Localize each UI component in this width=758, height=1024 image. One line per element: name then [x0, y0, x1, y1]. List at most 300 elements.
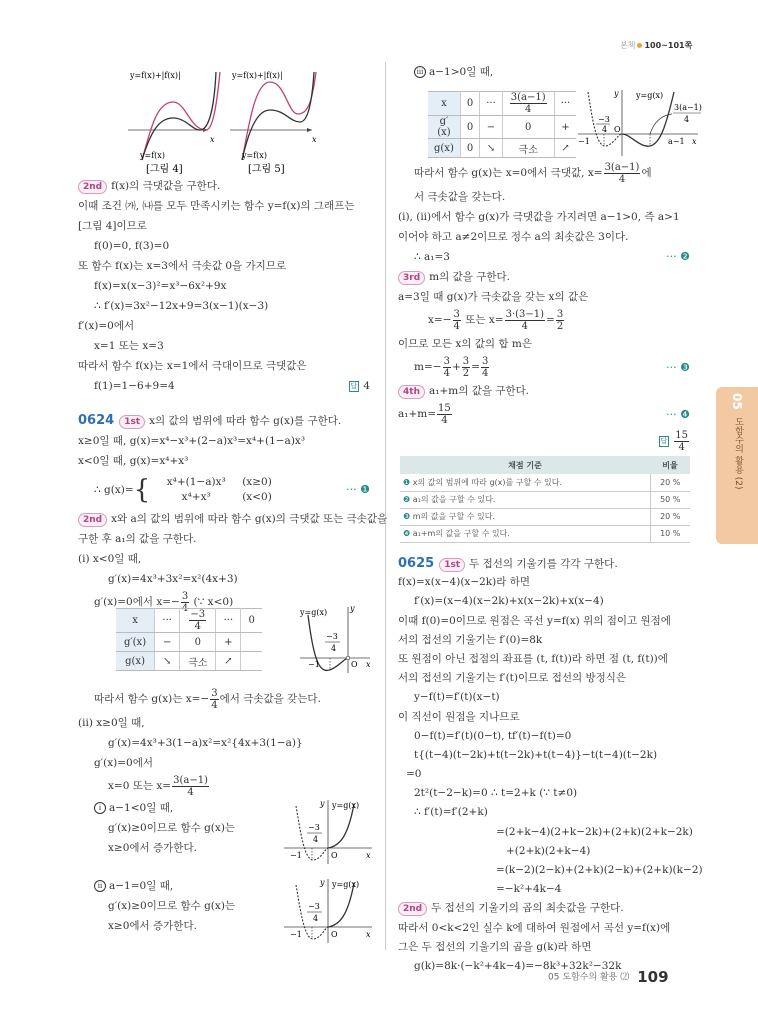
text-line — [398, 307, 690, 334]
table-cell — [554, 92, 576, 116]
text-line — [398, 554, 690, 573]
fraction — [443, 356, 451, 379]
x-axis-label: x — [366, 660, 371, 669]
step-marker: ❹ — [403, 529, 413, 538]
math-text: 따라서 함수 g(x)는 x=0에서 극댓값, x= — [414, 167, 603, 179]
fraction — [505, 309, 545, 332]
text-line — [78, 411, 370, 431]
text-line — [398, 160, 690, 187]
graph-label: y=g(x) — [300, 608, 328, 617]
text-line — [78, 713, 370, 733]
math-text: 따라서 함수 f(x)는 x=1에서 극대이므로 극댓값은 — [78, 360, 307, 372]
table-cell — [155, 652, 180, 671]
rubric-row — [400, 508, 690, 525]
table-row — [116, 609, 262, 633]
denominator: 4 — [618, 173, 626, 185]
table-cell — [428, 92, 460, 116]
text-line — [398, 919, 690, 938]
text-line — [398, 227, 690, 247]
step-marker: ❸ — [403, 512, 413, 521]
rubric-criteria — [400, 508, 650, 525]
table-cell — [460, 116, 479, 139]
case-cond: (x<0) — [242, 491, 272, 503]
step-badge: 1st — [439, 558, 465, 572]
answer-icon: 답 — [350, 381, 358, 390]
table-cell — [428, 139, 460, 158]
text-line — [398, 592, 690, 611]
tick-label: 4 — [313, 835, 319, 844]
math-text: f(x)의 극댓값을 구한다. — [111, 180, 221, 192]
math-text: g′(x)=0에서 — [94, 757, 153, 769]
x-axis-label: x — [312, 135, 317, 144]
math-text: a−1<0일 때, — [109, 802, 174, 814]
table-cell — [180, 633, 216, 652]
table-cell — [180, 652, 216, 671]
x-axis-label: x — [366, 930, 371, 939]
math-text: f(0)=0, f(3)=0 — [94, 240, 170, 252]
rubric-row — [400, 474, 690, 491]
table-cell — [116, 652, 155, 671]
math-text: 그은 두 접선의 기울기의 곱을 g(k)라 하면 — [398, 940, 592, 953]
table-cell — [216, 609, 241, 633]
math-text: (∵ x<0) — [190, 596, 234, 608]
case-number: ⅲ — [414, 66, 426, 78]
text-line — [78, 529, 370, 549]
table-cell — [502, 139, 554, 158]
math-text: y−f(t)=f′(t)(x−t) — [414, 691, 500, 704]
tick-label: −3 — [598, 115, 610, 124]
math-text: 0 — [466, 121, 474, 133]
math-text: ∴ f′(t)=f′(2+k) — [414, 806, 488, 819]
figure-caption: [그림 5] — [248, 164, 285, 174]
math-text: x=1 또는 x=3 — [94, 340, 164, 352]
math-text: f(x)=x(x−3)²=x³−6x²+9x — [94, 280, 227, 292]
math-text: t{(t−4)(t−2k)+t(t−2k)+t(t−4)}−t(t−4)(t−2k) — [414, 748, 658, 761]
graph-label: y=g(x) — [636, 91, 664, 100]
step-badge: 3rd — [398, 271, 425, 285]
criteria-text: a₁의 값을 구할 수 있다. — [412, 495, 496, 504]
rubric-row — [400, 525, 690, 542]
origin-label: O — [331, 851, 338, 860]
rubric-criteria — [400, 474, 650, 491]
table-row — [116, 633, 262, 652]
table-cell — [155, 633, 180, 652]
text-line — [398, 247, 690, 267]
math-text: (ii) x≥0일 때, — [78, 717, 145, 729]
text-line — [78, 451, 370, 471]
table-row — [428, 139, 576, 158]
table-cell — [241, 609, 262, 633]
y-axis-label: y — [350, 604, 355, 613]
text-line — [398, 381, 690, 401]
origin-label: O — [351, 660, 358, 669]
text-line — [398, 287, 690, 307]
numerator: 3 — [443, 355, 450, 367]
table-row — [428, 116, 576, 139]
math-text: a₁+m= — [398, 408, 437, 420]
math-text: g′(x) — [123, 636, 147, 648]
problem-number: 0624 — [78, 413, 115, 428]
curve-label: y=f(x) — [140, 151, 165, 160]
rubric-ratio: 10 % — [650, 525, 690, 542]
step-badge: 2nd — [78, 513, 107, 527]
text-line — [398, 746, 690, 765]
text-line — [398, 708, 690, 727]
text-line — [78, 376, 370, 396]
chapter-title: 도함수의 활용 (2) — [733, 417, 743, 490]
math-text: g(x) — [434, 142, 454, 154]
table-cell — [460, 92, 479, 116]
answer — [349, 376, 370, 396]
table-cell — [216, 633, 241, 652]
fraction — [172, 775, 209, 798]
solution-0624-start — [78, 411, 388, 616]
fraction — [556, 309, 564, 332]
table-cell — [480, 139, 503, 158]
text-line — [78, 549, 370, 569]
table-cell — [502, 92, 554, 116]
math-text: 0 — [525, 121, 532, 133]
math-text: x≥0일 때, g(x)=x⁴−x³+(2−a)x³=x⁴+(1−a)x³ — [78, 435, 306, 447]
math-text: = — [546, 314, 555, 326]
origin-label: O — [614, 125, 621, 134]
text-line — [78, 256, 370, 276]
text-line — [398, 861, 703, 880]
math-text: x의 값의 범위에 따라 함수 g(x)를 구한다. — [149, 415, 342, 427]
rubric-ratio: 20 % — [650, 474, 690, 491]
text-line — [398, 899, 690, 918]
math-text: f(x)=x(x−4)(x−2k)라 하면 — [398, 576, 531, 589]
table-cell — [216, 652, 241, 671]
math-text: 이때 조건 ㈎, ㈏를 모두 만족시키는 함수 y=f(x)의 그래프는 — [78, 200, 355, 212]
denominator: 4 — [441, 414, 448, 426]
tick-label: 4 — [313, 914, 319, 923]
tick-label: −3 — [308, 823, 320, 832]
math-text: +(2+k)(2+k−4) — [506, 844, 591, 857]
numerator: 3 — [211, 687, 218, 699]
math-text: − — [162, 636, 172, 648]
math-text: [그림 4]이므로 — [78, 220, 147, 232]
text-line — [398, 631, 690, 650]
math-text: g′(x)=4x³+3(1−a)x²=x²{4x+3(1−a)} — [108, 737, 303, 749]
table-cell — [480, 116, 503, 139]
math-text: (i) x<0일 때, — [78, 553, 142, 565]
text-line — [398, 401, 690, 428]
table-cell — [554, 139, 576, 158]
sign-table-2 — [428, 91, 576, 158]
tick-label: −1 — [290, 930, 302, 939]
subcase-ii — [78, 876, 278, 936]
math-text: 에서 극솟값을 갖는다. — [219, 693, 321, 705]
curve-label: y=f(x)+|f(x)| — [130, 71, 181, 80]
denominator: 4 — [525, 104, 532, 115]
criteria-text: a₁+m의 값을 구할 수 있다. — [412, 529, 510, 538]
text-line — [398, 207, 690, 227]
fraction — [453, 309, 461, 332]
criteria-text: m의 값을 구할 수 있다. — [412, 512, 496, 521]
case-number: ⅱ — [94, 880, 106, 892]
case-expr: x⁴+(1−a)x³ — [166, 476, 226, 488]
tick-label: −1 — [578, 137, 590, 146]
numerator: 3(a−1) — [604, 161, 640, 173]
graph-label: y=g(x) — [332, 880, 360, 889]
solution-0624-case-ii — [78, 686, 370, 800]
fraction — [510, 92, 547, 115]
math-text: m=− — [414, 361, 442, 373]
rubric-ratio: 50 % — [650, 491, 690, 508]
table-cell — [180, 609, 216, 633]
math-text: ··· — [486, 98, 496, 109]
text-line — [398, 334, 690, 354]
numerator: 15 — [438, 402, 451, 414]
text-line — [398, 803, 690, 822]
text-line — [398, 765, 690, 784]
math-text: 서 극솟값을 갖는다. — [414, 191, 506, 203]
math-text: 또 원점이 아닌 접점의 좌표를 (t, f(t))라 하면 점 (t, f(t))에 — [398, 652, 668, 665]
text-line — [78, 471, 370, 509]
text-line — [78, 296, 370, 316]
math-text: = — [471, 361, 480, 373]
table-cell — [502, 116, 554, 139]
math-text: ··· — [223, 615, 234, 626]
text-line — [398, 669, 690, 688]
denominator: 2 — [462, 367, 470, 379]
rubric-header-ratio: 비율 — [650, 456, 690, 474]
fraction — [189, 609, 206, 632]
text-line — [78, 896, 278, 916]
figures-4-5 — [128, 62, 328, 177]
table-row — [116, 652, 262, 671]
figure-graphs — [128, 62, 328, 174]
page-footer — [548, 968, 669, 986]
piecewise-row — [150, 475, 272, 490]
math-text: g(x) — [125, 655, 145, 667]
math-text: g′(x) — [437, 116, 451, 138]
criteria-text: x의 값의 범위에 따라 g(x)를 구할 수 있다. — [412, 477, 563, 487]
subcase-iii — [398, 62, 690, 82]
math-text: x와 a의 값의 범위에 따라 함수 g(x)의 극댓값 또는 극솟값을 — [111, 513, 388, 525]
math-text: 이므로 모든 x의 값의 합 m은 — [398, 338, 532, 350]
curve-label: y=f(x) — [242, 151, 267, 160]
table-row — [428, 92, 576, 116]
text-line — [78, 196, 370, 216]
math-text: g′(x)=4x³+3x²=x²(4x+3) — [108, 573, 238, 585]
math-text: (i), (ii)에서 함수 g(x)가 극댓값을 가지려면 a−1>0, 즉 a>1 — [398, 211, 680, 223]
figure-5 — [230, 71, 317, 174]
math-text: 구한 후 a₁의 값을 구한다. — [78, 533, 197, 545]
denominator: 4 — [181, 602, 189, 614]
numerator: 3(a−1) — [510, 92, 546, 103]
table-cell — [155, 609, 180, 633]
graph-subcase-iii — [578, 86, 703, 161]
math-text: a=3일 때 g(x)가 극솟값을 갖는 x의 값은 — [398, 291, 589, 303]
numerator: 3 — [462, 355, 470, 367]
step-badge: 2nd — [78, 180, 107, 194]
graph-svg — [282, 877, 374, 945]
solution-0623-part — [78, 176, 370, 396]
fraction — [210, 688, 218, 711]
table-cell — [241, 652, 262, 671]
math-text: − — [486, 121, 496, 133]
math-text: g′(x)≥0이므로 함수 g(x)는 — [108, 900, 236, 912]
math-text: g′(x)≥0이므로 함수 g(x)는 — [108, 822, 236, 834]
numerator: −3 — [190, 609, 206, 620]
numerator: 3 — [181, 590, 189, 602]
y-axis-label: y — [320, 878, 325, 887]
text-line — [398, 428, 690, 455]
graph-svg — [282, 798, 374, 866]
tick-label: 4 — [684, 115, 690, 124]
text-line — [78, 431, 370, 451]
step-marker: ❶ — [403, 477, 413, 487]
text-line — [78, 876, 278, 896]
step-badge: 2nd — [398, 902, 427, 916]
text-line — [398, 880, 690, 899]
text-line — [78, 356, 370, 376]
table-cell — [428, 116, 460, 139]
math-text: x≥0에서 증가한다. — [108, 842, 197, 854]
graph-svg — [578, 86, 703, 158]
text-line — [398, 842, 690, 861]
tick-label: 4 — [602, 125, 608, 134]
math-text: 4 — [363, 380, 370, 392]
graph-subcase-ii — [282, 877, 374, 948]
tick-label: −1 — [308, 660, 320, 669]
math-text: + — [561, 121, 570, 133]
math-text: 따라서 0<k<2인 실수 k에 대하여 원점에서 곡선 y=f(x)에 — [398, 921, 671, 934]
tick-label: −1 — [290, 851, 302, 860]
table-cell — [554, 116, 576, 139]
math-text: + — [451, 361, 461, 373]
numerator: 3 — [453, 308, 460, 320]
math-text: 두 접선의 기울기를 각각 구한다. — [469, 558, 618, 570]
math-text: ··· — [560, 98, 571, 109]
denominator: 4 — [521, 320, 528, 332]
table-cell — [241, 633, 262, 652]
rubric-row — [400, 491, 690, 508]
math-text: 이 직선이 원점을 지나므로 — [398, 710, 520, 723]
math-text: 에 — [641, 167, 652, 179]
graph-label: y=g(x) — [332, 801, 360, 810]
solution-0625 — [398, 554, 703, 976]
math-text: 서의 접선의 기울기는 f′(t)이므로 접선의 방정식은 — [398, 672, 627, 685]
numerator: 3 — [481, 355, 489, 367]
graph-g-negative — [296, 603, 376, 678]
math-text: ↗ — [224, 655, 233, 667]
math-text: a−1>0일 때, — [429, 66, 494, 78]
piecewise-brace: { — [133, 475, 151, 505]
text-line — [78, 686, 370, 713]
column-divider — [385, 62, 386, 950]
step-badge: 4th — [398, 385, 425, 399]
math-text: 두 접선의 기울기의 곱의 최솟값을 구한다. — [431, 902, 624, 915]
tick-label: a−1 — [668, 137, 685, 146]
step-marker: ··· ❷ — [666, 250, 690, 263]
text-line — [78, 773, 370, 800]
sign-table-1 — [116, 608, 262, 671]
text-line — [398, 688, 690, 707]
rubric-ratio: 20 % — [650, 508, 690, 525]
step-badge: 1st — [119, 415, 145, 429]
tick-label: −3 — [308, 902, 320, 911]
tick-label: −3 — [326, 632, 338, 641]
text-line — [398, 573, 690, 592]
curve-label: y=f(x)+|f(x)| — [232, 71, 283, 80]
text-line — [398, 354, 690, 381]
text-line — [78, 733, 370, 753]
math-text: 따라서 함수 g(x)는 x=− — [94, 693, 210, 705]
text-line — [398, 784, 690, 803]
scoring-rubric — [400, 456, 690, 543]
text-line — [78, 798, 278, 818]
math-text: m의 값을 구한다. — [429, 271, 510, 283]
page-reference — [620, 40, 692, 51]
text-line — [398, 650, 690, 669]
math-text: 0 — [466, 142, 474, 154]
math-text: =0 — [406, 768, 422, 781]
step-marker: ··· ❶ — [346, 483, 370, 496]
math-text: 0 — [466, 98, 474, 109]
fraction — [462, 356, 470, 379]
denominator: 4 — [453, 320, 460, 332]
math-text: ··· — [162, 615, 172, 626]
piecewise-row — [150, 490, 272, 505]
math-text: x — [132, 615, 138, 626]
text-line — [78, 316, 370, 336]
x-axis-label: x — [210, 135, 215, 144]
step-marker: ❷ — [403, 495, 413, 504]
subcase-i — [78, 798, 278, 858]
book-label: 본책 — [620, 41, 636, 50]
math-text: =−k²+4k−4 — [496, 883, 562, 896]
math-text: a−1=0일 때, — [109, 880, 174, 892]
chapter-number: 05 — [730, 393, 744, 410]
text-line — [78, 236, 370, 256]
math-text: 0 — [248, 615, 255, 626]
math-text: 이어야 하고 a≠2이므로 정수 a의 최솟값은 3이다. — [398, 231, 629, 243]
answer-icon: 답 — [660, 436, 668, 445]
text-line — [78, 569, 370, 589]
fraction — [437, 403, 452, 426]
math-text: x≥0에서 증가한다. — [108, 920, 197, 932]
math-text: 또 함수 f(x)는 x=3에서 극솟값 0을 가지므로 — [78, 260, 287, 272]
denominator: 4 — [443, 367, 450, 379]
denominator: 4 — [194, 621, 201, 632]
page-range: 100~101쪽 — [644, 41, 693, 50]
rubric-header — [400, 456, 690, 474]
numerator: 15 — [675, 429, 688, 441]
math-text: ∴ a₁=3 — [414, 251, 450, 263]
numerator: 3(a−1) — [173, 774, 208, 786]
text-line — [78, 753, 370, 773]
page-number: 109 — [637, 968, 669, 986]
fraction — [481, 356, 489, 379]
bullet-icon — [637, 43, 642, 48]
math-text: + — [224, 636, 233, 648]
text-line — [78, 176, 370, 196]
y-axis-label: y — [614, 89, 619, 98]
answer — [659, 428, 691, 455]
text-line — [398, 267, 690, 287]
table-cell — [480, 92, 503, 116]
rubric-criteria — [400, 491, 650, 508]
math-text: 0 — [194, 636, 201, 648]
math-text: =(k−2)(2−k)+(2+k)(2−k)+(2+k)(k−2) — [496, 864, 703, 876]
math-text: 서의 접선의 기울기는 f′(0)=8k — [398, 633, 543, 646]
math-text: ↘ — [486, 142, 496, 154]
tick-label: 3(a−1) — [674, 103, 702, 112]
chapter-side-tab[interactable] — [716, 387, 758, 544]
